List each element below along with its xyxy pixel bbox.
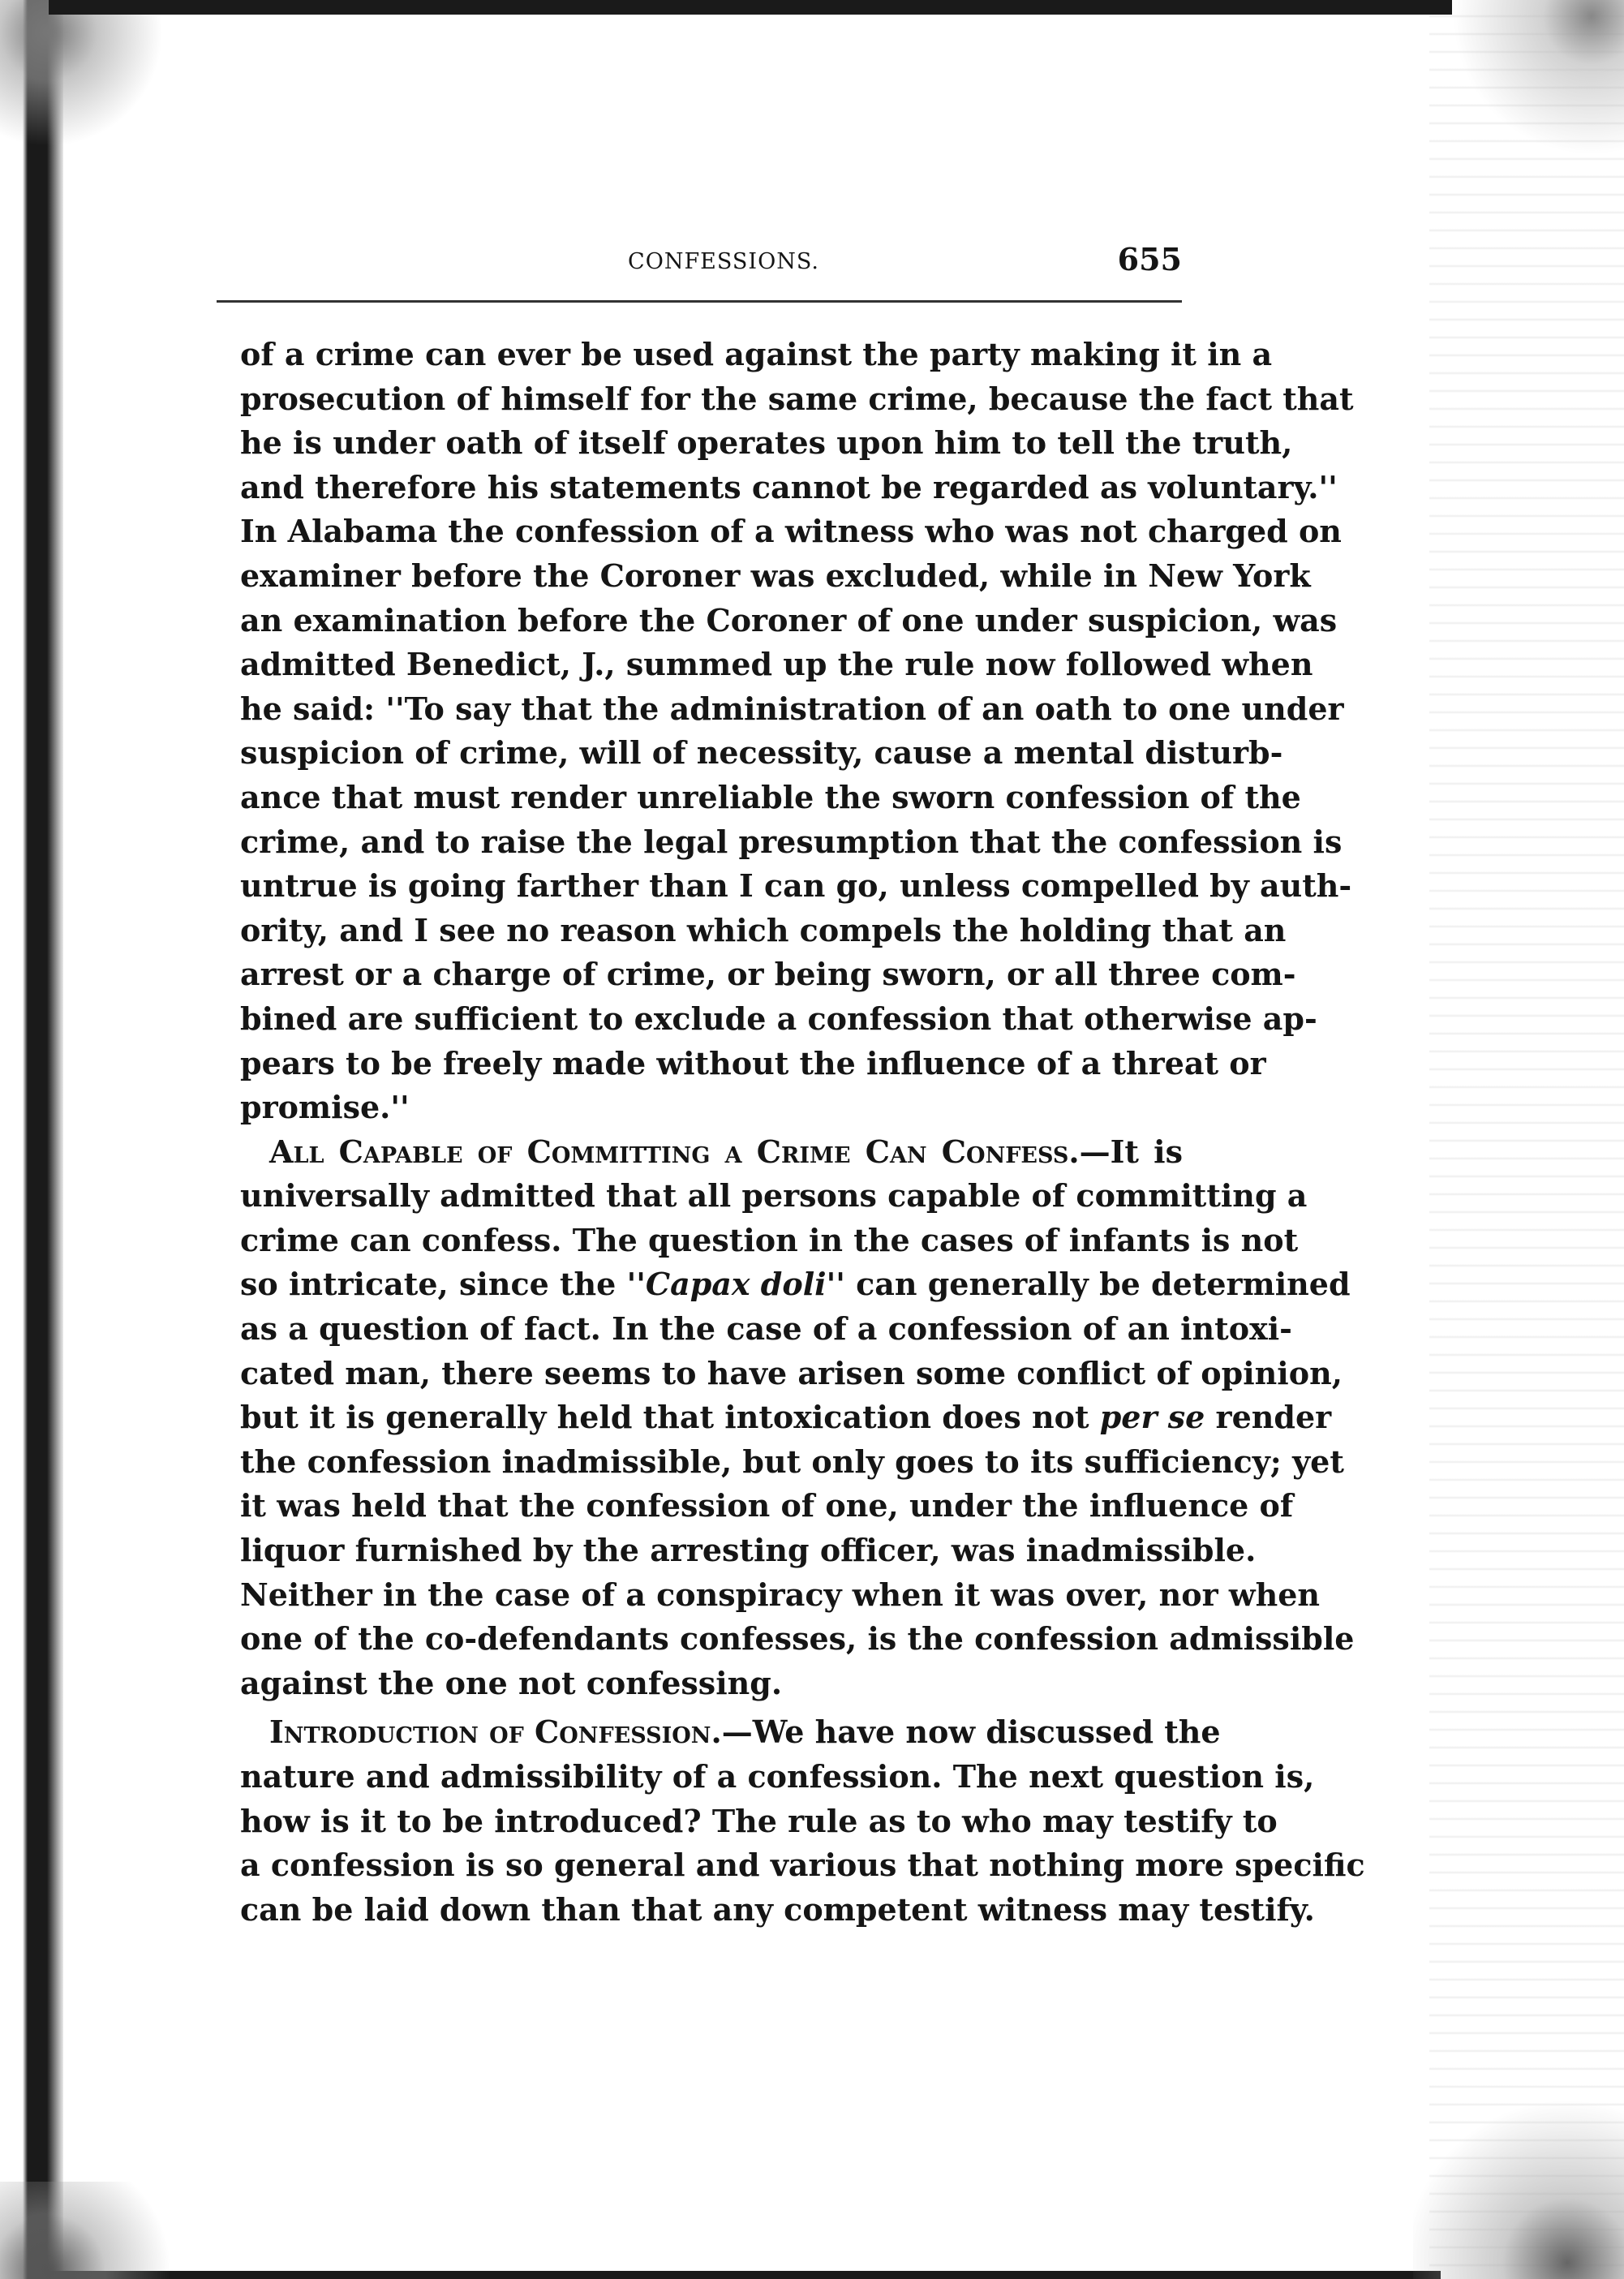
text-line: a confession is so general and various that nothing more specific (240, 1847, 1365, 1884)
text-line: cated man, there seems to have arisen some conflict of opinion, (240, 1354, 1343, 1391)
text-line: In Alabama the confession of a witness who was not charged on (240, 513, 1342, 550)
scan-border-left (0, 0, 63, 2279)
heading-continuation: —We have now discussed the (721, 1714, 1221, 1751)
text-run: can generally be determined (844, 1266, 1351, 1303)
text-line: of a crime can ever be used against the party making it in a (240, 336, 1273, 372)
text-line: one of the co-defendants confesses, is the confession admissible (240, 1620, 1355, 1658)
text-line (240, 1262, 1351, 1307)
text-line: against the one not confessing. (240, 1664, 783, 1701)
text-line: ance that must render unreliable the sworn confession of the (240, 778, 1301, 815)
text-line: bined are sufficient to exclude a confession that otherwise ap- (240, 1000, 1317, 1037)
text-line: untrue is going farther than I can go, unless compelled by auth- (240, 867, 1352, 905)
text-line: and therefore his statements cannot be regarded as voluntary.'' (240, 468, 1338, 505)
text-line: as a question of fact. In the case of a confession of an intoxi- (240, 1310, 1292, 1348)
text-line (240, 1130, 1183, 1175)
page-number: 655 (1117, 241, 1182, 277)
text-line: crime, and to raise the legal presumption that the confession is (240, 823, 1343, 860)
scan-speckle-right (1429, 0, 1624, 2279)
text-line: universally admitted that all persons capable of committing a (240, 1177, 1308, 1215)
paragraph-introduction-of-confession (240, 1710, 1365, 1932)
text-line: it was held that the confession of one, under the influence of (240, 1487, 1294, 1524)
text-line (240, 1395, 1332, 1440)
text-line: how is it to be introduced? The rule as to who may testify to (240, 1802, 1278, 1839)
text-line: arrest or a charge of crime, or being sworn, or all three com- (240, 956, 1296, 993)
text-line: Neither in the case of a conspiracy when it was over, nor when (240, 1576, 1321, 1613)
text-run: render (1205, 1399, 1332, 1436)
scan-shadow-top-left (0, 0, 162, 162)
text-line: the confession inadmissible, but only goes to its sufficiency; yet (240, 1443, 1344, 1480)
page-header (265, 239, 1182, 288)
text-line: promise.'' (240, 1089, 410, 1126)
heading-continuation: —It is (1079, 1133, 1184, 1170)
scan-shadow-bottom-right (1413, 2036, 1624, 2279)
scan-shadow-bottom-left (0, 2182, 178, 2279)
paragraph-continuation (240, 333, 1354, 1130)
body-text (240, 333, 1365, 1932)
text-line: suspicion of crime, will of necessity, cause a mental disturb- (240, 734, 1283, 772)
header-rule (217, 300, 1182, 303)
scan-border-top (49, 0, 1452, 15)
text-line: an examination before the Coroner of one under suspicion, was (240, 601, 1338, 639)
text-line: admitted Benedict, J., summed up the rule now followed when (240, 646, 1313, 683)
section-heading: All Capable of Committing a Crime Can Confess. (269, 1133, 1080, 1170)
scan-shadow-top-right (1446, 0, 1624, 211)
running-head: CONFESSIONS. (628, 249, 819, 274)
italic-phrase: ''Capax doli'' (626, 1266, 845, 1303)
text-line: pears to be freely made without the influence of a threat or (240, 1044, 1266, 1081)
italic-phrase: per se (1099, 1399, 1205, 1436)
text-line: he said: ''To say that the administration of an oath to one under (240, 690, 1344, 727)
text-run: so intricate, since the (240, 1266, 627, 1303)
text-line: crime can confess. The question in the cases of infants is not (240, 1221, 1299, 1258)
text-line: ority, and I see no reason which compels the holding that an (240, 911, 1287, 948)
text-line: can be laid down than that any competent witness may testify. (240, 1890, 1315, 1928)
text-run: but it is generally held that intoxication does not (240, 1399, 1100, 1436)
text-line: liquor furnished by the arresting officer, was inadmissible. (240, 1532, 1257, 1569)
text-line: examiner before the Coroner was excluded, while in New York (240, 557, 1311, 594)
text-line: he is under oath of itself operates upon him to tell the truth, (240, 424, 1293, 462)
text-line: nature and admissibility of a confession. The next question is, (240, 1758, 1315, 1795)
text-line (240, 1710, 1221, 1755)
section-heading: Introduction of Confession. (269, 1714, 722, 1751)
text-line: prosecution of himself for the same crime, because the fact that (240, 380, 1354, 417)
scan-border-bottom (29, 2271, 1441, 2279)
paragraph-capable-of-confessing (240, 1130, 1355, 1706)
